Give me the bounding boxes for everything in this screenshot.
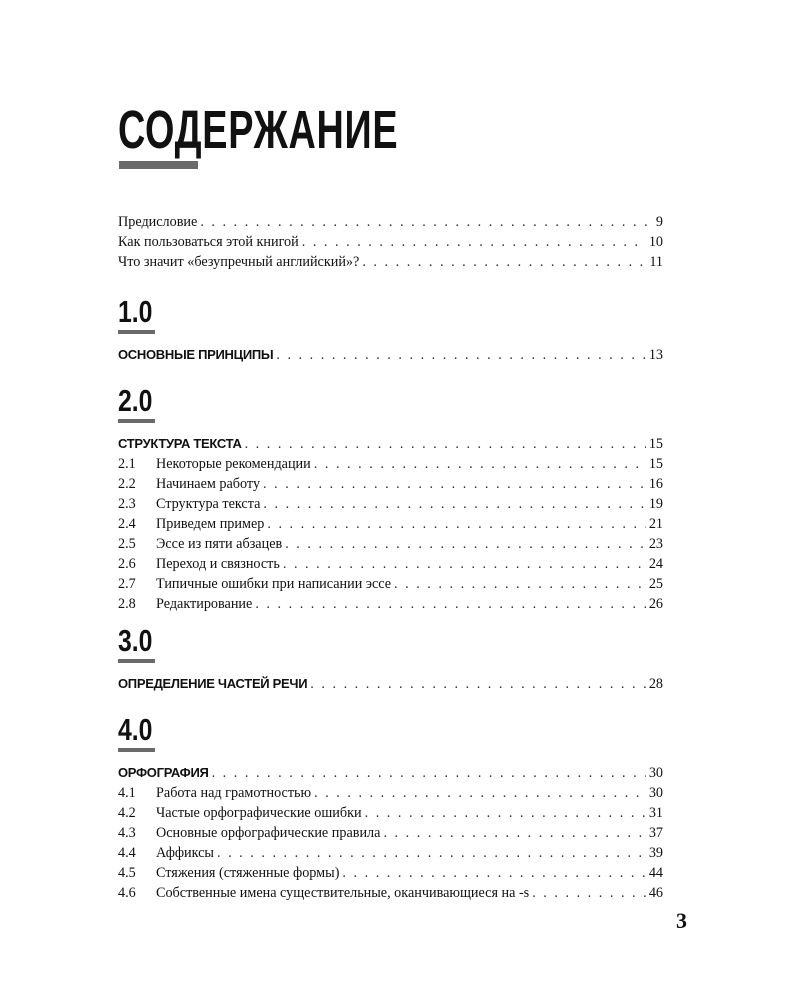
toc-entry-label: Как пользоваться этой книгой <box>118 234 299 250</box>
toc-entry-label: Редактирование <box>156 596 253 612</box>
page-number: 3 <box>676 908 687 933</box>
section-number: 2.5 <box>118 536 136 552</box>
toc-entry-label: Предисловие <box>118 214 198 230</box>
toc-section-entry[interactable] <box>118 803 663 823</box>
section-number: 2.8 <box>118 596 136 612</box>
dot-leader <box>267 514 645 534</box>
toc-section-entry[interactable] <box>118 843 663 863</box>
toc-section-entry[interactable] <box>118 594 663 614</box>
toc-section-entry[interactable] <box>118 474 663 494</box>
toc-entry-label: Собственные имена существительные, оканчивающиеся на -s <box>156 885 530 901</box>
toc-entry-label: Частые орфографические ошибки <box>156 805 362 821</box>
toc-entry-page: 37 <box>648 825 663 841</box>
toc-section-entry[interactable] <box>118 514 663 534</box>
toc-entry-page: 44 <box>648 865 663 881</box>
section-number: 2.4 <box>118 516 136 532</box>
toc-entry-label: Переход и связность <box>156 556 280 572</box>
toc-entry-page: 15 <box>648 456 663 472</box>
toc-entry-label: Стяжения (стяженные формы) <box>156 865 340 881</box>
toc-entry-page: 46 <box>648 885 663 901</box>
section-number: 4.6 <box>118 885 136 901</box>
dot-leader <box>276 345 645 365</box>
chapter-entry[interactable] <box>118 434 663 454</box>
chapter-title: ОСНОВНЫЕ ПРИНЦИПЫ <box>118 347 274 362</box>
toc-entry-label: Типичные ошибки при написании эссе <box>156 576 392 592</box>
section-number: 2.7 <box>118 576 136 592</box>
toc-entry[interactable] <box>118 252 663 272</box>
toc-entry-label: Что значит «безупречный английский»? <box>118 254 360 270</box>
chapter-1 <box>118 295 663 365</box>
section-number: 4.4 <box>118 845 136 861</box>
chapter-2 <box>118 384 663 614</box>
toc-entry-page: 28 <box>648 676 663 692</box>
section-number: 4.1 <box>118 785 136 801</box>
toc-entry-label: Приведем пример <box>156 516 265 532</box>
toc-section-entry[interactable] <box>118 554 663 574</box>
toc-section-entry[interactable] <box>118 454 663 474</box>
dot-leader <box>255 594 646 614</box>
dot-leader <box>383 823 645 843</box>
toc-entry-page: 25 <box>648 576 663 592</box>
dot-leader <box>285 534 646 554</box>
toc-section-entry[interactable] <box>118 823 663 843</box>
chapter-3 <box>118 624 663 694</box>
toc-section-entry[interactable] <box>118 494 663 514</box>
dot-leader <box>263 474 646 494</box>
toc-section-entry[interactable] <box>118 863 663 883</box>
dot-leader <box>314 783 646 803</box>
toc-entry-page: 30 <box>648 765 663 781</box>
toc-section-entry[interactable] <box>118 883 663 903</box>
title-underline-bar <box>119 161 198 169</box>
toc-entry-page: 10 <box>648 234 663 250</box>
intro-entries <box>118 212 663 272</box>
chapter-underline-bar <box>118 659 155 663</box>
section-number: 2.1 <box>118 456 136 472</box>
dot-leader <box>302 232 646 252</box>
toc-section-entry[interactable] <box>118 783 663 803</box>
dot-leader <box>532 883 646 903</box>
dot-leader <box>217 843 646 863</box>
toc-entry-page: 19 <box>648 496 663 512</box>
chapter-title: ОПРЕДЕЛЕНИЕ ЧАСТЕЙ РЕЧИ <box>118 676 308 691</box>
chapter-number: 2.0 <box>118 383 153 418</box>
chapter-4 <box>118 713 663 903</box>
toc-entry-label: Аффиксы <box>156 845 214 861</box>
toc-entry-page: 24 <box>648 556 663 572</box>
toc-entry-page: 13 <box>648 347 663 363</box>
section-number: 2.6 <box>118 556 136 572</box>
chapter-number: 4.0 <box>118 712 153 747</box>
toc-entry-page: 31 <box>648 805 663 821</box>
section-number: 4.2 <box>118 805 136 821</box>
toc-entry[interactable] <box>118 232 663 252</box>
toc-entry-page: 15 <box>648 436 663 452</box>
dot-leader <box>362 252 646 272</box>
toc-entry-page: 26 <box>648 596 663 612</box>
toc-entry-label: Некоторые рекомендации <box>156 456 311 472</box>
toc-entry-page: 39 <box>648 845 663 861</box>
toc-entry-label: Структура текста <box>156 496 261 512</box>
dot-leader <box>283 554 646 574</box>
dot-leader <box>200 212 653 232</box>
chapter-entry[interactable] <box>118 345 663 365</box>
chapter-underline-bar <box>118 748 155 752</box>
toc-entry-label: Эссе из пяти абзацев <box>156 536 283 552</box>
section-number: 2.2 <box>118 476 136 492</box>
section-number: 4.5 <box>118 865 136 881</box>
toc-entry-label: Начинаем работу <box>156 476 261 492</box>
chapter-title: ОРФОГРАФИЯ <box>118 765 209 780</box>
toc-entry-label: Основные орфографические правила <box>156 825 381 841</box>
toc-entry[interactable] <box>118 212 663 232</box>
dot-leader <box>314 454 646 474</box>
dot-leader <box>365 803 646 823</box>
chapter-entry[interactable] <box>118 763 663 783</box>
chapter-underline-bar <box>118 419 155 423</box>
toc-section-entry[interactable] <box>118 574 663 594</box>
chapter-title: СТРУКТУРА ТЕКСТА <box>118 436 242 451</box>
toc-entry-label: Работа над грамотностью <box>156 785 312 801</box>
toc-entry-page: 23 <box>648 536 663 552</box>
chapter-underline-bar <box>118 330 155 334</box>
section-number: 2.3 <box>118 496 136 512</box>
chapter-number: 1.0 <box>118 294 153 329</box>
toc-entry-page: 9 <box>655 214 663 230</box>
toc-entry-page: 16 <box>648 476 663 492</box>
dot-leader <box>342 863 645 883</box>
toc-entry-page: 30 <box>648 785 663 801</box>
toc-entry-page: 11 <box>649 254 663 270</box>
chapter-entry[interactable] <box>118 674 663 694</box>
dot-leader <box>263 494 645 514</box>
dot-leader <box>212 763 646 783</box>
dot-leader <box>394 574 646 594</box>
dot-leader <box>245 434 646 454</box>
page-title: СОДЕРЖАНИЕ <box>118 100 399 160</box>
toc-section-entry[interactable] <box>118 534 663 554</box>
toc-entry-page: 21 <box>648 516 663 532</box>
section-number: 4.3 <box>118 825 136 841</box>
dot-leader <box>310 674 646 694</box>
chapter-number: 3.0 <box>118 623 153 658</box>
